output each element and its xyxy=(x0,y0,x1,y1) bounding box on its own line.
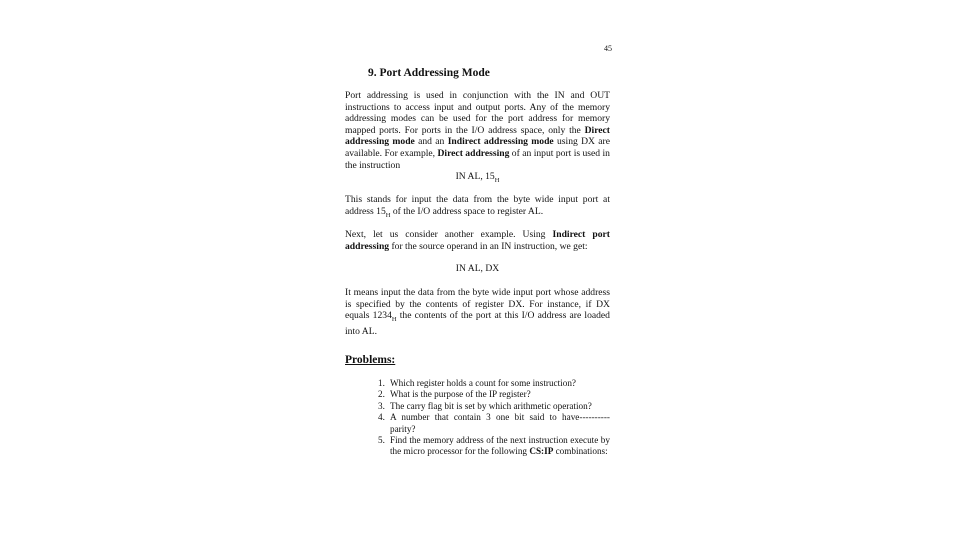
instruction-1-sub: H xyxy=(494,176,500,184)
problems-list xyxy=(378,378,610,458)
instruction-in-al-15h xyxy=(345,171,610,184)
para1-text-1: Port addressing is used in conjunction with the IN and OUT instructions to access input and output ports. Any of the memory addressing modes can be used for the port address for memory mapped ports. For ports in the I/O address space, only the xyxy=(345,90,610,136)
problem-text: Which register holds a count for some instruction? xyxy=(390,378,576,388)
paragraph-meaning xyxy=(345,287,610,337)
para2-text-1: This stands for input the data from the byte wide input port at address 15 xyxy=(345,194,610,217)
problem-item xyxy=(378,412,610,435)
paragraph-indirect-example xyxy=(345,229,610,252)
problem-item xyxy=(378,378,610,389)
para1-bold-3: Direct addressing xyxy=(437,147,510,159)
section-heading: 9. Port Addressing Mode xyxy=(368,67,490,79)
para4-sub: H xyxy=(391,316,397,324)
para1-text-3: using DX are available. For example, xyxy=(345,136,611,159)
problem-number: 5. xyxy=(378,435,385,446)
problem-text: A number that contain 3 one bit said to have---------- parity? xyxy=(390,412,610,434)
para1-bold-1: Direct addressing mode xyxy=(345,124,610,148)
problem-number: 1. xyxy=(378,378,385,388)
problem-number: 3. xyxy=(378,400,385,411)
paragraph-explanation xyxy=(345,194,610,221)
problem-text-end: combinations: xyxy=(553,446,608,457)
para3-text-1: Next, let us consider another example. Using xyxy=(345,229,553,240)
instruction-in-al-dx: IN AL, DX xyxy=(455,263,500,274)
para1-text-4: of an input port is used in the instruction xyxy=(345,147,610,171)
problem-bold-text: CS:IP xyxy=(529,446,554,457)
problem-text: What is the purpose of the IP register? xyxy=(390,389,531,400)
problem-text: The carry flag bit is set by which arithmetic operation? xyxy=(390,400,592,411)
paragraph-port-addressing xyxy=(345,90,610,171)
para1-text-2: and an xyxy=(414,136,448,148)
problem-item xyxy=(378,389,610,400)
para4-text-2: the contents of the port at this I/O address are loaded into AL. xyxy=(345,310,610,337)
problem-item xyxy=(378,435,610,458)
problem-item xyxy=(378,401,610,412)
page-number: 45 xyxy=(604,44,612,53)
para3-text-2: for the source operand in an IN instruction, we get: xyxy=(389,240,588,252)
problems-heading: Problems: xyxy=(345,354,396,366)
para2-sub: H xyxy=(385,211,391,219)
problem-number: 4. xyxy=(378,412,385,423)
para3-bold-1: Indirect port addressing xyxy=(345,229,610,252)
problem-text: Find the memory address of the next instruction execute by the micro processor for the following xyxy=(390,435,610,457)
problem-number: 2. xyxy=(378,389,385,400)
para2-text-2: of the I/O address space to register AL. xyxy=(390,205,544,217)
para1-bold-2: Indirect addressing mode xyxy=(447,136,554,148)
para4-text-1: It means input the data from the byte wide input port whose address is specified by the contents of register DX. For instance, if DX equals 1234 xyxy=(345,287,610,322)
instruction-1-main: IN AL, 15 xyxy=(455,171,495,182)
